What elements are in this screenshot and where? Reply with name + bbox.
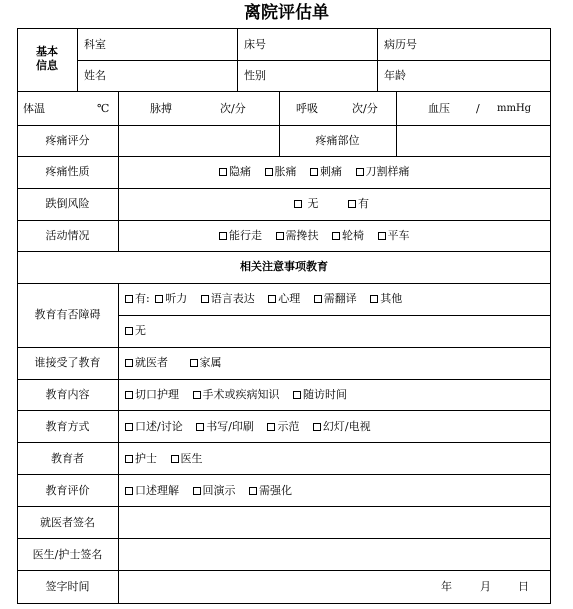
basic-info-label-line1: 基本	[36, 45, 58, 58]
option-walk[interactable]: 能行走	[219, 229, 262, 242]
evaluation-label: 教育评价	[45, 484, 90, 497]
option-psychological[interactable]: 心理	[268, 292, 300, 305]
checkbox[interactable]	[268, 295, 276, 303]
option-assisted[interactable]: 需搀扶	[276, 229, 319, 242]
resp-unit: 次/分	[352, 102, 378, 115]
checkbox[interactable]	[193, 487, 201, 495]
option-barrier-yes[interactable]: 有:	[125, 292, 150, 305]
checkbox[interactable]	[265, 168, 273, 176]
option-reinforce[interactable]: 需强化	[249, 484, 292, 497]
option-follow-up[interactable]: 随访时间	[293, 388, 347, 401]
checkbox[interactable]	[348, 200, 356, 208]
checkbox[interactable]	[190, 359, 198, 367]
checkbox[interactable]	[125, 359, 133, 367]
checkbox[interactable]	[219, 168, 227, 176]
method-options	[125, 420, 381, 434]
option-nurse[interactable]: 护士	[125, 452, 157, 465]
temp-label: 体温	[23, 102, 45, 115]
barrier-yes-options	[125, 292, 412, 306]
pain-nature-options	[219, 165, 420, 179]
option-wheelchair[interactable]: 轮椅	[332, 229, 364, 242]
option-oral-understanding[interactable]: 口述理解	[125, 484, 179, 497]
sign-time-month[interactable]: 月	[480, 580, 491, 593]
checkbox[interactable]	[249, 487, 257, 495]
education-section-header: 相关注意事项教育	[240, 260, 328, 273]
educator-options	[125, 452, 213, 466]
checkbox[interactable]	[276, 232, 284, 240]
educator-label: 教育者	[51, 452, 84, 465]
sign-time-label: 签字时间	[45, 580, 90, 593]
option-fall-yes[interactable]: 有	[348, 197, 369, 210]
patient-signature-field[interactable]	[119, 507, 550, 538]
fall-risk-label: 跌倒风险	[45, 197, 90, 210]
method-label: 教育方式	[45, 420, 90, 433]
checkbox[interactable]	[310, 168, 318, 176]
option-doctor[interactable]: 医生	[171, 452, 203, 465]
option-fall-no[interactable]: 无	[294, 197, 319, 210]
option-stretcher[interactable]: 平车	[378, 229, 410, 242]
checkbox[interactable]	[267, 423, 275, 431]
option-patient[interactable]: 就医者	[125, 356, 168, 369]
option-translation[interactable]: 需翻译	[314, 292, 357, 305]
checkbox[interactable]	[201, 295, 209, 303]
staff-signature-field[interactable]	[119, 539, 550, 570]
barrier-label: 教育有否障碍	[34, 308, 101, 321]
activity-options	[219, 229, 420, 243]
checkbox[interactable]	[370, 295, 378, 303]
record-no-field[interactable]: 病历号	[384, 38, 417, 51]
temp-unit: ℃	[97, 102, 110, 115]
fall-risk-options	[294, 197, 379, 211]
checkbox[interactable]	[219, 232, 227, 240]
content-label: 教育内容	[45, 388, 90, 401]
checkbox[interactable]	[171, 455, 179, 463]
checkbox[interactable]	[196, 423, 204, 431]
name-field[interactable]: 姓名	[84, 69, 106, 82]
pain-nature-label: 疼痛性质	[45, 165, 90, 178]
patient-signature-label: 就医者签名	[40, 516, 95, 529]
checkbox[interactable]	[125, 391, 133, 399]
checkbox[interactable]	[125, 423, 133, 431]
pain-score-label: 疼痛评分	[45, 134, 90, 147]
checkbox[interactable]	[378, 232, 386, 240]
option-language[interactable]: 语言表达	[201, 292, 255, 305]
checkbox[interactable]	[125, 487, 133, 495]
bed-field[interactable]: 床号	[244, 38, 266, 51]
option-written[interactable]: 书写/印刷	[196, 420, 254, 433]
sign-time-day[interactable]: 日	[518, 580, 529, 593]
activity-label: 活动情况	[45, 229, 90, 242]
basic-info-label	[17, 45, 77, 73]
bp-label: 血压	[428, 102, 450, 115]
option-slides[interactable]: 幻灯/电视	[313, 420, 371, 433]
bp-unit: mmHg	[497, 103, 532, 114]
pulse-unit: 次/分	[220, 102, 246, 115]
option-other[interactable]: 其他	[370, 292, 402, 305]
content-options	[125, 388, 357, 402]
recipient-label: 谁接受了教育	[34, 356, 101, 369]
option-oral[interactable]: 口述/讨论	[125, 420, 183, 433]
option-stabbing-pain[interactable]: 刺痛	[310, 165, 342, 178]
checkbox[interactable]	[356, 168, 364, 176]
checkbox[interactable]	[125, 295, 133, 303]
option-distending-pain[interactable]: 胀痛	[265, 165, 297, 178]
bp-separator: /	[476, 102, 480, 115]
checkbox[interactable]	[193, 391, 201, 399]
option-family[interactable]: 家属	[190, 356, 222, 369]
resp-label: 呼吸	[296, 102, 318, 115]
checkbox[interactable]	[155, 295, 163, 303]
option-incision-care[interactable]: 切口护理	[125, 388, 179, 401]
checkbox[interactable]	[314, 295, 322, 303]
checkbox[interactable]	[294, 200, 302, 208]
sex-field[interactable]: 性别	[244, 69, 266, 82]
option-hearing[interactable]: 听力	[155, 292, 187, 305]
pain-site-label: 疼痛部位	[315, 134, 360, 147]
option-demo[interactable]: 示范	[267, 420, 299, 433]
dept-field[interactable]: 科室	[84, 38, 106, 51]
evaluation-options	[125, 484, 302, 498]
option-barrier-no[interactable]: 无	[125, 324, 146, 338]
staff-signature-label: 医生/护士签名	[32, 548, 103, 561]
checkbox[interactable]	[332, 232, 340, 240]
option-cutting-pain[interactable]: 刀割样痛	[356, 165, 410, 178]
checkbox[interactable]	[125, 455, 133, 463]
option-dull-pain[interactable]: 隐痛	[219, 165, 251, 178]
sign-time-year[interactable]: 年	[441, 580, 452, 593]
checkbox[interactable]	[125, 327, 133, 335]
option-disease-knowledge[interactable]: 手术或疾病知识	[193, 388, 280, 401]
checkbox[interactable]	[313, 423, 321, 431]
form-title: 离院评估单	[244, 3, 329, 23]
recipient-options	[125, 356, 232, 370]
option-return-demo[interactable]: 回演示	[193, 484, 236, 497]
basic-info-label-line2: 信息	[36, 59, 58, 72]
checkbox[interactable]	[293, 391, 301, 399]
pulse-label: 脉搏	[150, 102, 172, 115]
age-field[interactable]: 年龄	[384, 69, 406, 82]
